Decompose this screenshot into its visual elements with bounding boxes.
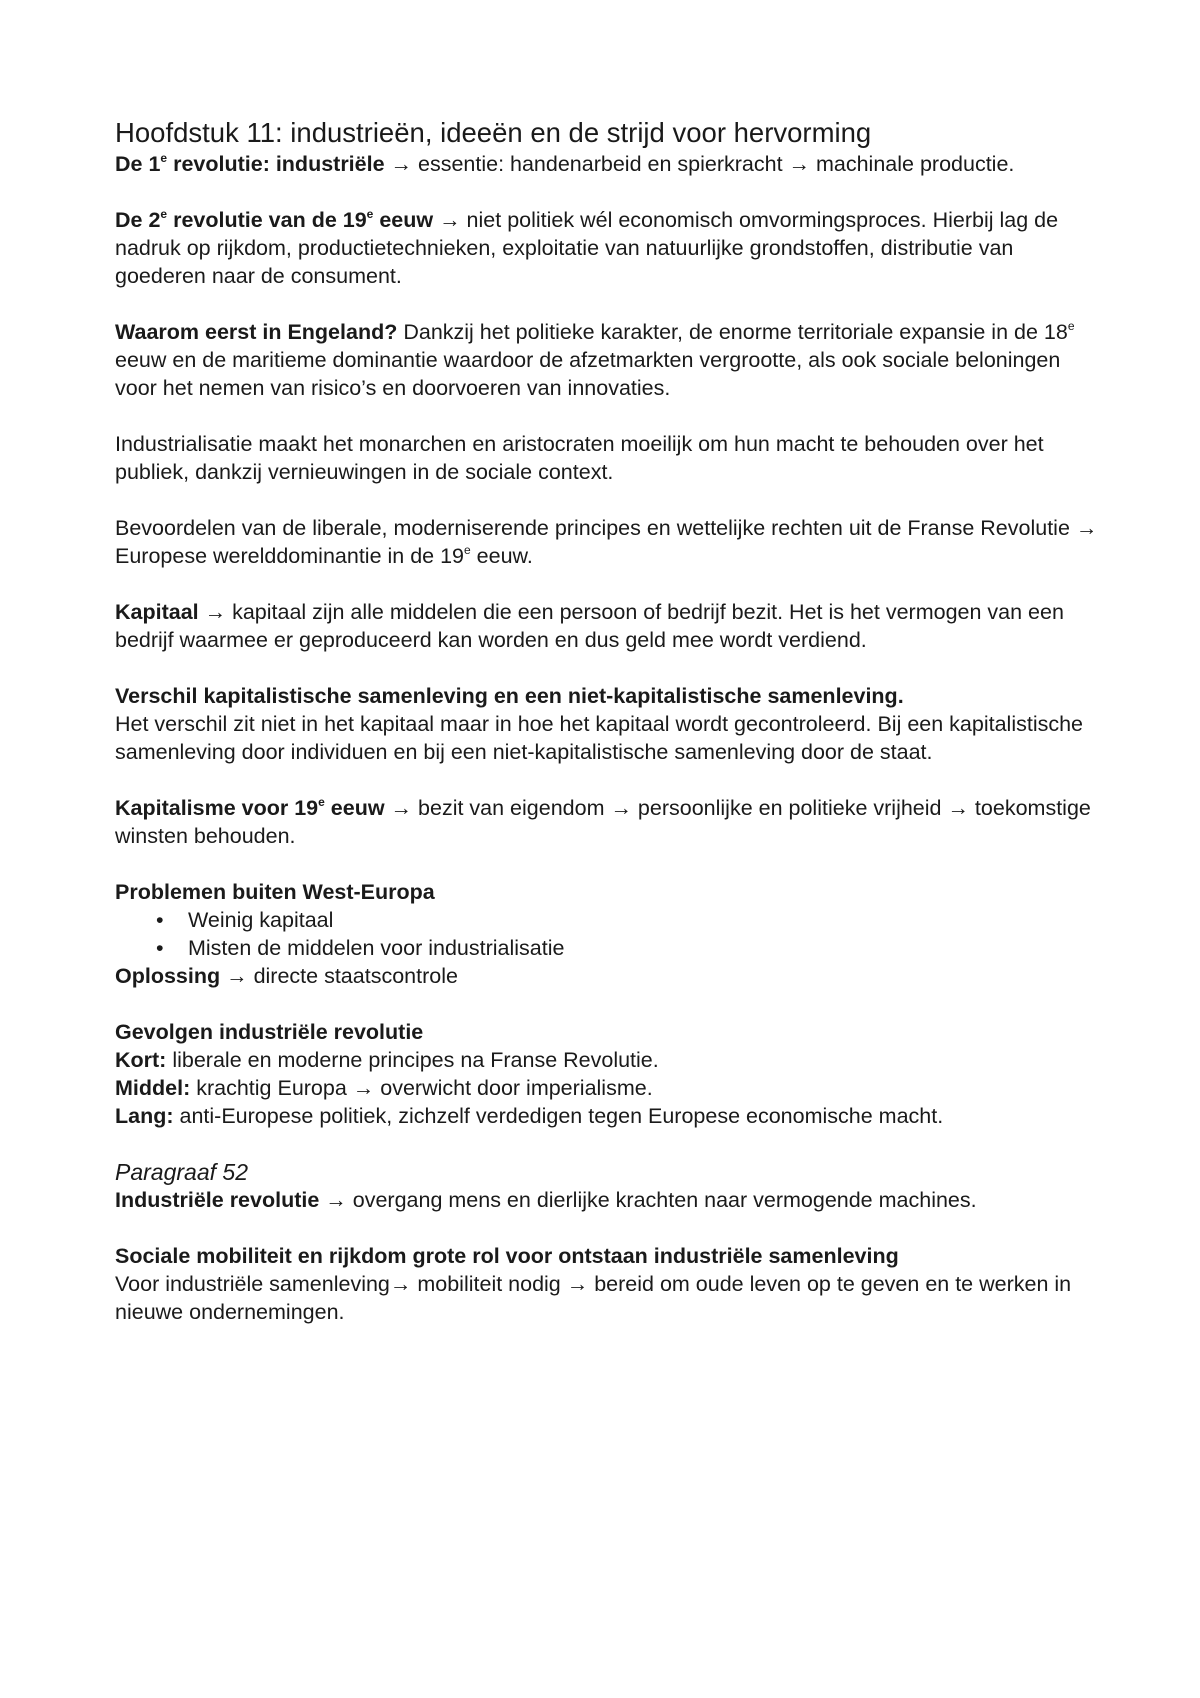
- body-text: Dankzij het politieke karakter, de enorme territoriale expansie in de 18: [397, 320, 1068, 344]
- body-text: → kapitaal zijn alle middelen die een persoon of bedrijf bezit. Het is het vermogen van een bedrijf waarmee er geproduceerd kan worden en dus geld mee wordt verdiend.: [115, 600, 1064, 652]
- section-first-revolution: [115, 150, 1100, 178]
- section-consequences-heading: [115, 1018, 1100, 1046]
- problems-list: [115, 906, 1100, 962]
- body-text: → niet politiek wél economisch omvormingsproces. Hierbij lag de nadruk op rijkdom, productietechnieken, exploitatie van natuurlijke grondstoffen, distributie van goederen naar de consument.: [115, 208, 1059, 288]
- superscript: e: [366, 206, 374, 221]
- term: revolutie: industriële: [167, 152, 385, 176]
- body-text: Bevoordelen van de liberale, moderniserende principes en wettelijke rechten uit de Franse Revolutie → Europese werelddominantie in de 19: [115, 516, 1098, 568]
- body-text: eeuw.: [470, 544, 533, 568]
- term: Industriële revolutie: [115, 1188, 320, 1212]
- section-second-revolution: [115, 206, 1100, 290]
- page-title: Hoofdstuk 11: industrieën, ideeën en de strijd voor hervorming: [115, 117, 872, 148]
- body-text: krachtig Europa → overwicht door imperialisme.: [190, 1076, 653, 1100]
- consequence-medium: [115, 1074, 1100, 1102]
- superscript: e: [160, 150, 168, 165]
- section-capital: [115, 598, 1100, 654]
- section-heading: Sociale mobiliteit en rijkdom grote rol voor ontstaan industriële samenleving: [115, 1244, 899, 1268]
- term: Lang:: [115, 1104, 174, 1128]
- term: Kapitaal: [115, 600, 199, 624]
- list-item: • Weinig kapitaal: [156, 906, 1100, 934]
- section-heading: Gevolgen industriële revolutie: [115, 1020, 424, 1044]
- consequence-short: [115, 1046, 1100, 1074]
- term: Kort:: [115, 1048, 167, 1072]
- section-industrial-revolution: [115, 1186, 1100, 1214]
- superscript: e: [318, 794, 325, 809]
- section-capitalism: [115, 794, 1100, 850]
- consequence-long: [115, 1102, 1100, 1130]
- body-text: → overgang mens en dierlijke krachten naar vermogende machines.: [319, 1188, 977, 1212]
- term: De 1: [115, 152, 161, 176]
- body-text: → essentie: handenarbeid en spierkracht → machinale productie.: [384, 152, 1015, 176]
- section-problems-heading: [115, 878, 1100, 906]
- body-text: anti-Europese politiek, zichzelf verdedigen tegen Europese economische macht.: [173, 1104, 944, 1128]
- list-item: • Misten de middelen voor industrialisatie: [156, 934, 1100, 962]
- section-mobility-text: Voor industriële samenleving→ mobiliteit nodig → bereid om oude leven op te geven en te werken in nieuwe ondernemingen.: [115, 1272, 1072, 1324]
- term: revolutie van de 19: [167, 208, 367, 232]
- section-heading: Verschil kapitalistische samenleving en een niet-kapitalistische samenleving.: [115, 684, 904, 708]
- body-text: → directe staatscontrole: [220, 964, 458, 988]
- term: eeuw: [324, 796, 385, 820]
- superscript: e: [1067, 318, 1075, 333]
- term: Middel:: [115, 1076, 191, 1100]
- body-text: liberale en moderne principes na Franse Revolutie.: [166, 1048, 659, 1072]
- section-difference-heading: [115, 682, 1100, 710]
- paragraph-heading: Paragraaf 52: [115, 1159, 248, 1185]
- body-text: → bezit van eigendom → persoonlijke en politieke vrijheid → toekomstige winsten behouden.: [115, 796, 1091, 848]
- section-advantages: [115, 514, 1100, 570]
- section-heading: Problemen buiten West-Europa: [115, 880, 435, 904]
- section-difference-text: Het verschil zit niet in het kapitaal maar in hoe het kapitaal wordt gecontroleerd. Bij een kapitalistische samenleving door individuen en bij een niet-kapitalistische samenleving door de staat.: [115, 712, 1084, 764]
- section-why-england: [115, 318, 1100, 402]
- term: eeuw: [373, 208, 434, 232]
- section-solution: [115, 962, 1100, 990]
- superscript: e: [464, 542, 471, 557]
- superscript: e: [160, 206, 168, 221]
- term: Oplossing: [115, 964, 221, 988]
- section-mobility-heading: [115, 1242, 1100, 1270]
- term: Waarom eerst in Engeland?: [115, 320, 398, 344]
- term: De 2: [115, 208, 161, 232]
- body-text: eeuw en de maritieme dominantie waardoor de afzetmarkten vergrootte, als ook sociale beloningen voor het nemen van risico’s en doorvoeren van innovaties.: [115, 348, 1061, 400]
- section-industrialisation: Industrialisatie maakt het monarchen en aristocraten moeilijk om hun macht te behouden over het publiek, dankzij vernieuwingen in de sociale context.: [115, 432, 1044, 484]
- term: Kapitalisme voor 19: [115, 796, 319, 820]
